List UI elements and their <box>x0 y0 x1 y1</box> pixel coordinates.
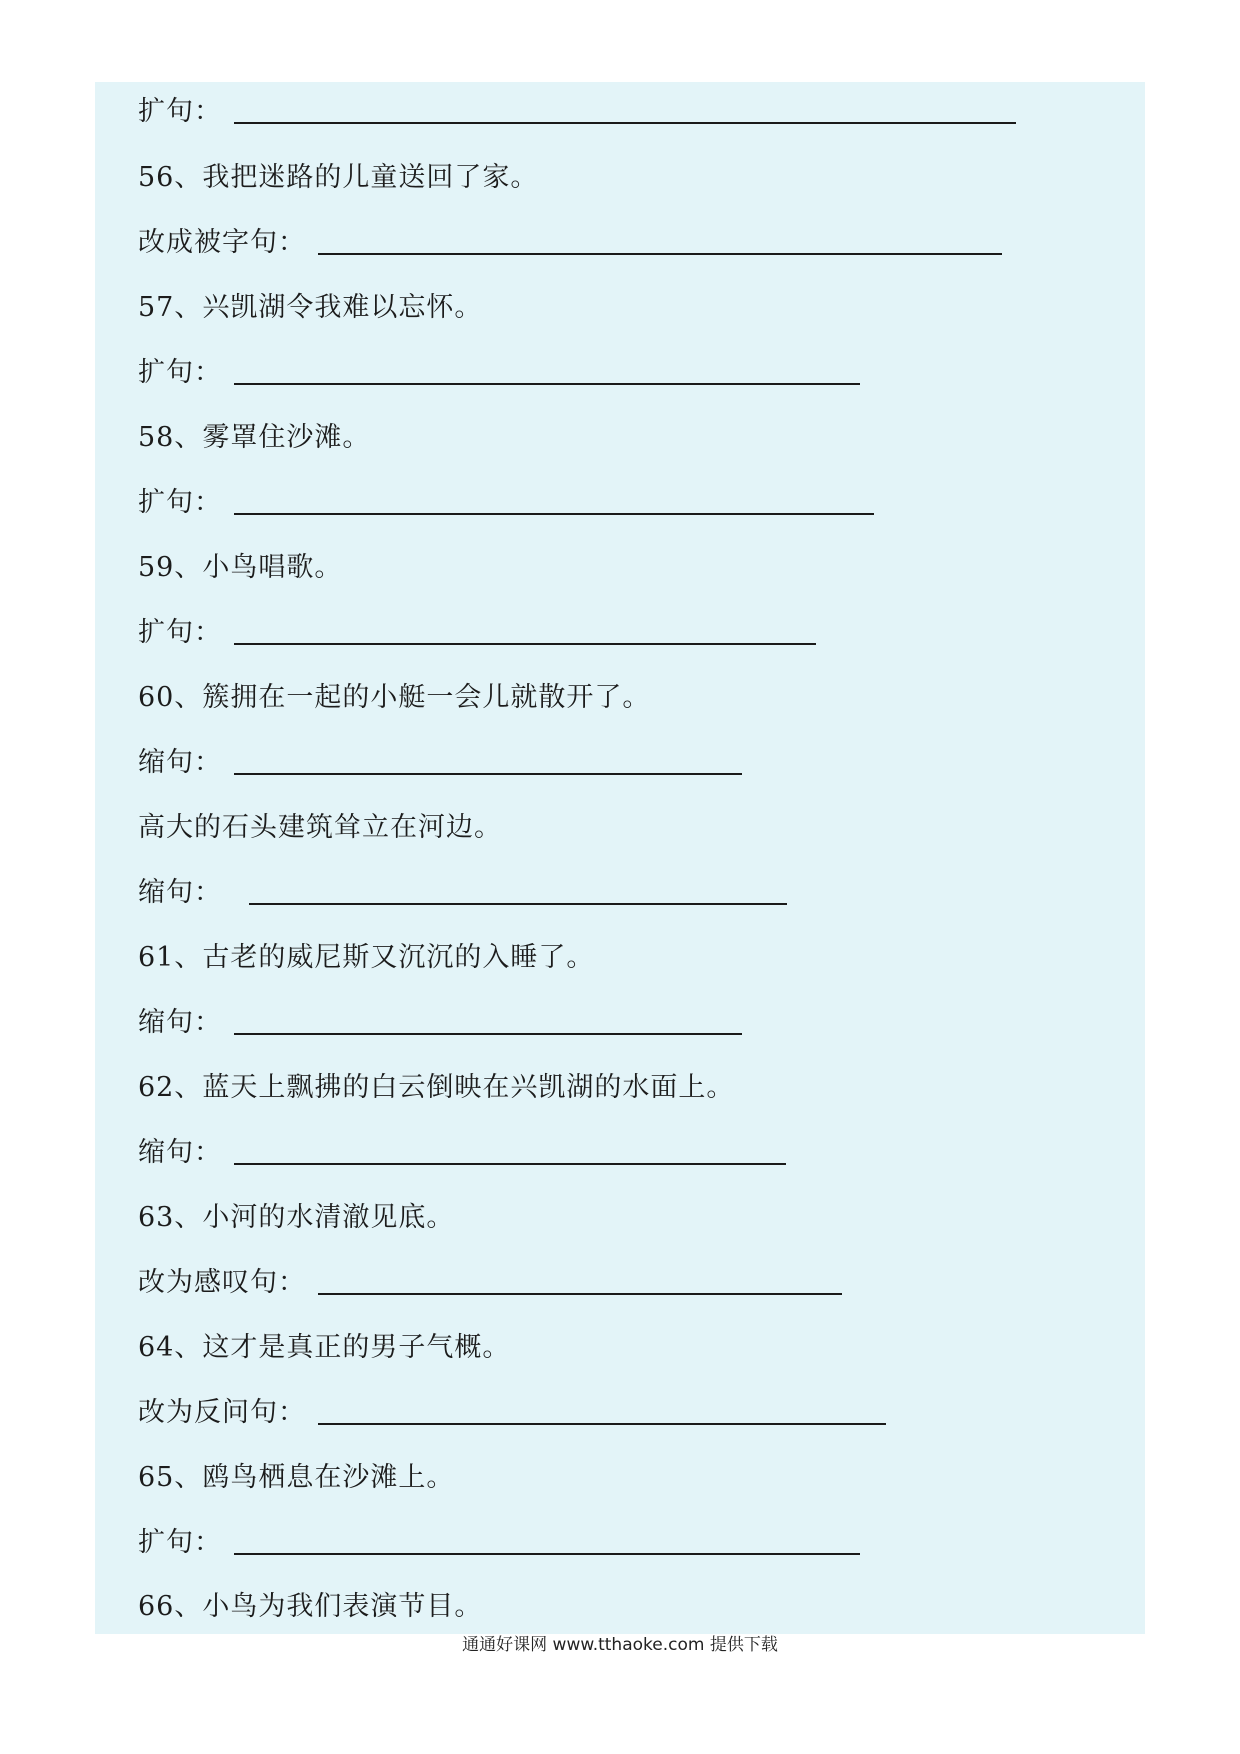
answer-line[interactable] <box>234 1033 742 1035</box>
answer-line[interactable] <box>234 1163 786 1165</box>
question-text: 62、蓝天上飘拂的白云倒映在兴凯湖的水面上。 <box>138 1072 735 1103</box>
question-text: 57、兴凯湖令我难以忘怀。 <box>138 292 483 323</box>
answer-label: 扩句： <box>138 617 222 648</box>
answer-line[interactable] <box>234 122 1016 124</box>
question-row <box>138 1583 482 1623</box>
answer-label: 扩句： <box>138 1527 222 1558</box>
question-text: 64、这才是真正的男子气概。 <box>138 1332 511 1363</box>
answer-row <box>138 1519 860 1559</box>
answer-row <box>138 1259 842 1299</box>
question-row <box>138 1194 454 1234</box>
question-row <box>138 154 538 194</box>
answer-label: 改成被字句： <box>138 227 306 258</box>
answer-row <box>138 1389 886 1429</box>
question-row <box>138 1064 734 1104</box>
question-row <box>138 1324 510 1364</box>
question-text: 63、小河的水清澈见底。 <box>138 1202 455 1233</box>
answer-line[interactable] <box>234 383 860 385</box>
page-footer: 通通好课网 www.tthaoke.com 提供下载 <box>462 1635 778 1655</box>
question-row <box>138 934 594 974</box>
answer-label: 扩句： <box>138 487 222 518</box>
answer-row <box>138 869 787 909</box>
question-text: 59、小鸟唱歌。 <box>138 552 343 583</box>
question-text: 60、簇拥在一起的小艇一会儿就散开了。 <box>138 682 651 713</box>
answer-line[interactable] <box>318 1423 886 1425</box>
answer-label: 改为反问句： <box>138 1397 306 1428</box>
answer-label: 扩句： <box>138 357 222 388</box>
answer-row <box>138 219 1002 259</box>
question-text: 高大的石头建筑耸立在河边。 <box>138 812 502 843</box>
answer-row <box>138 1129 786 1169</box>
answer-line[interactable] <box>318 1293 842 1295</box>
answer-line[interactable] <box>234 1553 860 1555</box>
question-row <box>138 284 482 324</box>
answer-label: 缩句： <box>138 1007 222 1038</box>
question-text: 61、古老的威尼斯又沉沉的入睡了。 <box>138 942 595 973</box>
answer-row <box>138 349 860 389</box>
answer-line[interactable] <box>318 253 1002 255</box>
question-text: 65、鸥鸟栖息在沙滩上。 <box>138 1462 455 1493</box>
answer-label: 缩句： <box>138 1137 222 1168</box>
question-row <box>138 1454 454 1494</box>
answer-label: 扩句： <box>138 96 222 127</box>
answer-label: 改为感叹句： <box>138 1267 306 1298</box>
answer-row <box>138 479 874 519</box>
answer-line[interactable] <box>249 903 787 905</box>
answer-row <box>138 739 742 779</box>
answer-line[interactable] <box>234 773 742 775</box>
answer-line[interactable] <box>234 643 816 645</box>
answer-row <box>138 88 1016 128</box>
question-row <box>138 414 370 454</box>
question-text: 66、小鸟为我们表演节目。 <box>138 1591 483 1622</box>
answer-label: 缩句： <box>138 747 222 778</box>
answer-line[interactable] <box>234 513 874 515</box>
question-row <box>138 804 502 844</box>
question-row <box>138 674 650 714</box>
question-text: 56、我把迷路的儿童送回了家。 <box>138 162 539 193</box>
answer-row <box>138 609 816 649</box>
answer-label: 缩句： <box>138 877 222 908</box>
answer-row <box>138 999 742 1039</box>
question-row <box>138 544 342 584</box>
question-text: 58、雾罩住沙滩。 <box>138 422 371 453</box>
